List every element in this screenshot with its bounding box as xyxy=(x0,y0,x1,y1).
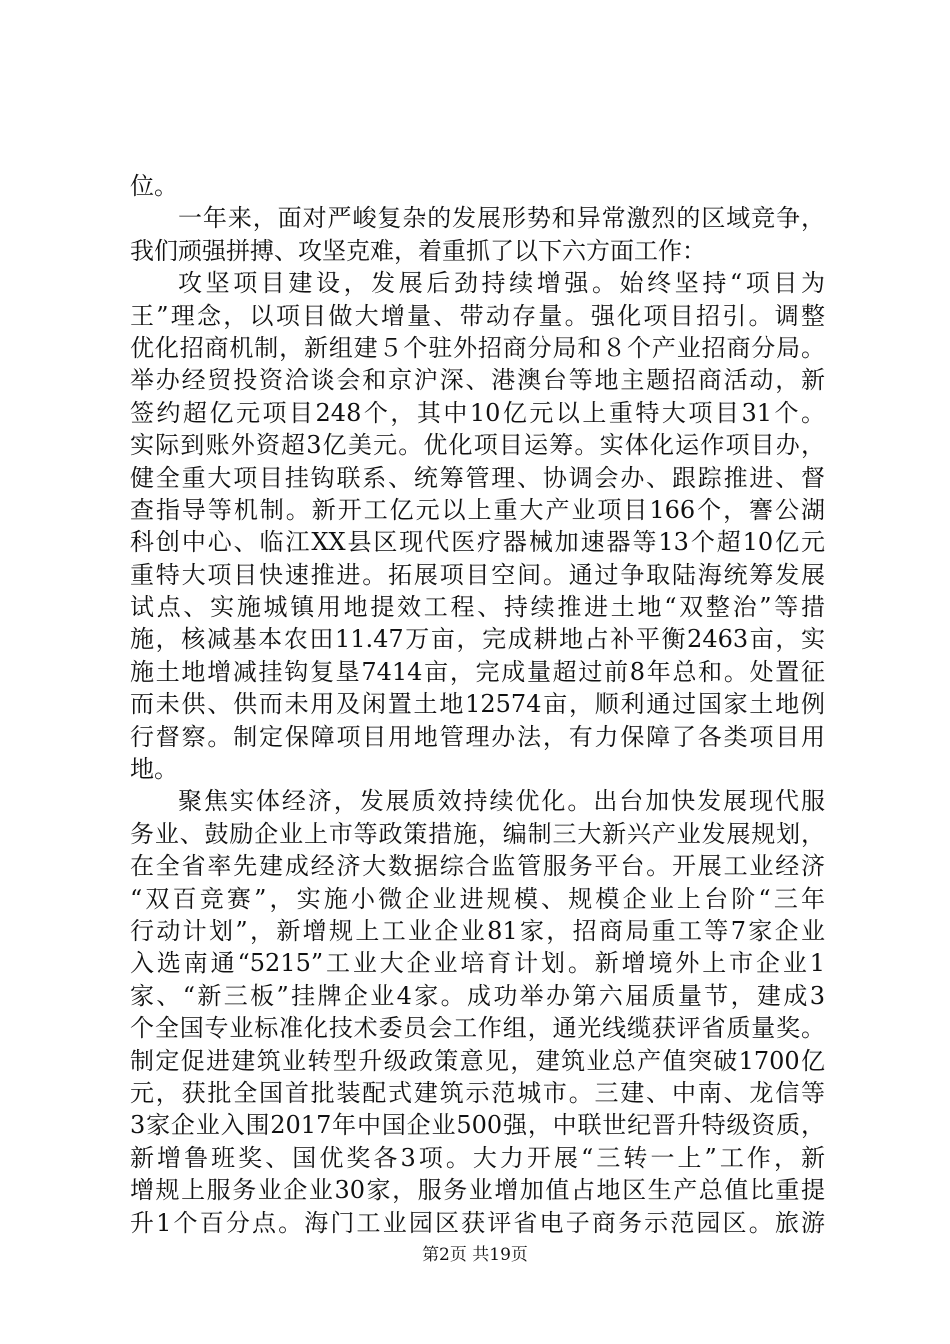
text-line: 家、“新三板”挂牌企业4家。成功举办第六届质量节，建成3 xyxy=(130,981,825,1010)
text-line: 元，获批全国首批装配式建筑示范城市。三建、中南、龙信等 xyxy=(130,1078,825,1107)
document-body xyxy=(130,170,825,1239)
text-line: 地。 xyxy=(130,755,178,784)
text-line: 新增鲁班奖、国优奖各3项。大力开展“三转一上”工作，新 xyxy=(130,1143,825,1172)
text-line: 王”理念，以项目做大增量、带动存量。强化项目招引。调整 xyxy=(130,301,825,330)
text-line: 优化招商机制，新组建５个驻外招商分局和８个产业招商分局。 xyxy=(130,333,825,362)
text-line: 位。 xyxy=(130,172,178,200)
text-line: 入选南通“5215”工业大企业培育计划。新增境外上市企业1 xyxy=(130,949,825,978)
text-line: 行动计划”，新增规上工业企业81家，招商局重工等7家企业 xyxy=(130,916,825,945)
text-line: 施土地增减挂钩复垦7414亩，完成量超过前8年总和。处置征 xyxy=(130,657,825,686)
text-line: 3家企业入围2017年中国企业500强，中联世纪晋升特级资质， xyxy=(130,1111,825,1140)
text-line: 一年来，面对严峻复杂的发展形势和异常激烈的区域竞争， xyxy=(178,204,825,233)
page-footer: 第2页 共19页 xyxy=(422,1245,528,1265)
text-line: 实际到账外资超3亿美元。优化项目运筹。实体化运作项目办， xyxy=(130,431,825,460)
text-line: 举办经贸投资洽谈会和京沪深、港澳台等地主题招商活动，新 xyxy=(130,366,825,395)
text-line: 施，核减基本农田11.47万亩，完成耕地占补平衡2463亩，实 xyxy=(130,625,825,654)
text-line: 攻坚项目建设，发展后劲持续增强。始终坚持“项目为 xyxy=(178,269,825,298)
text-line: 查指导等机制。新开工亿元以上重大产业项目166个，謇公湖 xyxy=(130,495,825,524)
text-line: 聚焦实体经济，发展质效持续优化。出台加快发展现代服 xyxy=(178,787,825,816)
text-line: 健全重大项目挂钩联系、统筹管理、协调会办、跟踪推进、督 xyxy=(130,463,825,492)
text-line: 务业、鼓励企业上市等政策措施，编制三大新兴产业发展规划， xyxy=(130,819,825,848)
text-line: 个全国专业标准化技术委员会工作组，通光线缆获评省质量奖。 xyxy=(130,1014,825,1043)
text-line: “双百竞赛”，实施小微企业进规模、规模企业上台阶“三年 xyxy=(130,884,825,913)
text-line: 增规上服务业企业30家，服务业增加值占地区生产总值比重提 xyxy=(130,1176,825,1205)
text-line: 行督察。制定保障项目用地管理办法，有力保障了各类项目用 xyxy=(130,722,825,751)
text-line: 我们顽强拼搏、攻坚克难，着重抓了以下六方面工作： xyxy=(130,236,706,265)
text-line: 在全省率先建成经济大数据综合监管服务平台。开展工业经济 xyxy=(130,852,825,881)
text-line: 制定促进建筑业转型升级政策意见，建筑业总产值突破1700亿 xyxy=(130,1046,825,1075)
text-line: 签约超亿元项目248个，其中10亿元以上重特大项目31个。 xyxy=(130,398,825,427)
text-line: 重特大项目快速推进。拓展项目空间。通过争取陆海统筹发展 xyxy=(130,560,825,589)
text-line: 试点、实施城镇用地提效工程、持续推进土地“双整治”等措 xyxy=(130,593,825,622)
text-line: 升1个百分点。海门工业园区获评省电子商务示范园区。旅游 xyxy=(130,1208,825,1237)
text-line: 而未供、供而未用及闲置土地12574亩，顺利通过国家土地例 xyxy=(130,690,825,719)
text-line: 科创中心、临江XX县区现代医疗器械加速器等13个超10亿元 xyxy=(130,528,825,557)
